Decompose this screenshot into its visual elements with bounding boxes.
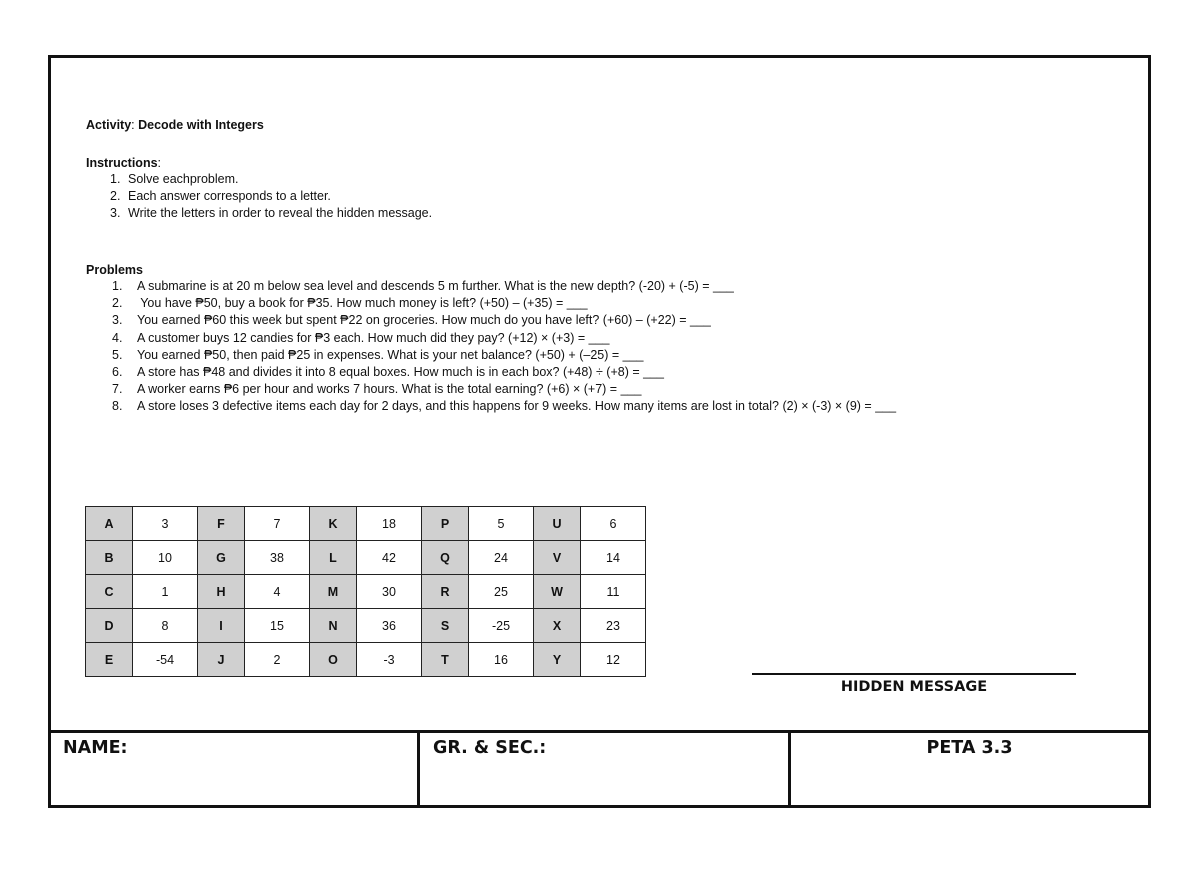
problem-number: 3. (112, 313, 123, 328)
problem-text: A store loses 3 defective items each day for 2 days, and this happens for 9 weeks. How many items are lost in total? (2) × (-3) × (9) = ___ (137, 399, 897, 414)
key-letter-cell: Y (534, 643, 581, 677)
grade-section-field[interactable] (420, 733, 791, 805)
key-value-cell: 7 (245, 507, 310, 541)
key-letter-cell: K (310, 507, 357, 541)
problem-text: A store has ₱48 and divides it into 8 equal boxes. How much is in each box? (+48) ÷ (+8) = ___ (137, 364, 664, 379)
key-letter-cell: W (534, 575, 581, 609)
hidden-message-answer-line[interactable] (752, 673, 1076, 675)
key-value-cell: 3 (133, 507, 198, 541)
key-row (86, 575, 646, 609)
key-value-cell: 42 (357, 541, 422, 575)
problem-number: 7. (112, 382, 123, 397)
key-value-cell: 2 (245, 643, 310, 677)
problem-text: You earned ₱50, then paid ₱25 in expenses. What is your net balance? (+50) + (–25) = ___ (137, 347, 644, 362)
key-letter-cell: D (86, 609, 133, 643)
problem-number: 8. (112, 399, 123, 414)
key-letter-cell: H (198, 575, 245, 609)
key-letter-cell: E (86, 643, 133, 677)
problem-text: You have ₱50, buy a book for ₱35. How much money is left? (+50) – (+35) = ___ (137, 296, 588, 311)
problem-text: A customer buys 12 candies for ₱3 each. How much did they pay? (+12) × (+3) = ___ (137, 330, 610, 345)
activity-code: PETA 3.3 (926, 738, 1013, 758)
problem-item (112, 398, 1128, 415)
key-letter-cell: V (534, 541, 581, 575)
instruction-text: Each answer corresponds to a letter. (128, 189, 331, 203)
activity-title (86, 118, 1128, 133)
key-letter-cell: O (310, 643, 357, 677)
key-letter-cell: I (198, 609, 245, 643)
instruction-number: 3. (110, 206, 121, 220)
name-label: NAME: (63, 738, 128, 758)
key-letter-cell: R (422, 575, 469, 609)
key-letter-cell: X (534, 609, 581, 643)
key-value-cell: 36 (357, 609, 422, 643)
key-letter-cell: Q (422, 541, 469, 575)
instruction-item (110, 188, 1128, 205)
key-letter-cell: B (86, 541, 133, 575)
problem-item (112, 364, 1128, 381)
activity-code-cell (791, 733, 1148, 805)
key-value-cell: 15 (245, 609, 310, 643)
key-value-cell: 12 (581, 643, 646, 677)
problem-text: A submarine is at 20 m below sea level and descends 5 m further. What is the new depth? (-20) + (-5) = ___ (137, 279, 734, 293)
problem-text: You earned ₱60 this week but spent ₱22 on groceries. How much do you have left? (+60) – (+22) = ___ (137, 313, 711, 328)
key-letter-cell: J (198, 643, 245, 677)
problems-list (112, 278, 1128, 416)
key-letter-cell: G (198, 541, 245, 575)
key-value-cell: 38 (245, 541, 310, 575)
grade-section-label: GR. & SEC.: (433, 738, 547, 758)
problem-number: 2. (112, 296, 123, 311)
instruction-number: 2. (110, 189, 121, 203)
key-letter-cell: L (310, 541, 357, 575)
key-letter-cell: S (422, 609, 469, 643)
footer-row (51, 730, 1148, 805)
key-value-cell: 24 (469, 541, 534, 575)
letter-value-key-table (85, 506, 646, 677)
key-value-cell: 23 (581, 609, 646, 643)
instruction-item (110, 171, 1128, 188)
worksheet (48, 55, 1151, 808)
key-value-cell: 5 (469, 507, 534, 541)
key-letter-cell: M (310, 575, 357, 609)
problem-number: 1. (112, 279, 123, 293)
activity-separator: : (131, 118, 139, 132)
key-letter-cell: F (198, 507, 245, 541)
key-value-cell: -3 (357, 643, 422, 677)
instruction-text: Solve eachproblem. (128, 172, 239, 186)
activity-label: Activity (86, 118, 132, 132)
problem-item (112, 312, 1128, 329)
problem-number: 4. (112, 330, 123, 345)
instructions-list (110, 171, 1128, 222)
problem-item (112, 330, 1128, 347)
problem-item (112, 295, 1128, 312)
key-letter-cell: A (86, 507, 133, 541)
instructions-heading-colon: : (157, 156, 162, 170)
key-value-cell: 16 (469, 643, 534, 677)
problem-item (112, 347, 1128, 364)
instructions-heading-text: Instructions (86, 156, 158, 170)
problem-item (112, 381, 1128, 398)
key-letter-cell: T (422, 643, 469, 677)
key-value-cell: -54 (133, 643, 198, 677)
worksheet-content (86, 118, 1128, 416)
hidden-message-label: HIDDEN MESSAGE (840, 679, 988, 695)
key-row (86, 609, 646, 643)
key-letter-cell: C (86, 575, 133, 609)
key-letter-cell: P (422, 507, 469, 541)
key-row (86, 643, 646, 677)
key-value-cell: -25 (469, 609, 534, 643)
key-row (86, 541, 646, 575)
activity-name: Decode with Integers (138, 118, 264, 132)
instruction-item (110, 205, 1128, 222)
key-row (86, 507, 646, 541)
key-value-cell: 14 (581, 541, 646, 575)
key-letter-cell: N (310, 609, 357, 643)
instructions-heading (86, 156, 1128, 171)
key-value-cell: 18 (357, 507, 422, 541)
key-value-cell: 1 (133, 575, 198, 609)
instruction-number: 1. (110, 172, 121, 186)
key-value-cell: 4 (245, 575, 310, 609)
key-value-cell: 30 (357, 575, 422, 609)
key-value-cell: 25 (469, 575, 534, 609)
name-field[interactable] (51, 733, 420, 805)
problem-number: 5. (112, 347, 123, 362)
key-letter-cell: U (534, 507, 581, 541)
key-value-cell: 11 (581, 575, 646, 609)
key-value-cell: 10 (133, 541, 198, 575)
problems-heading: Problems (86, 263, 143, 277)
problem-number: 6. (112, 364, 123, 379)
instruction-text: Write the letters in order to reveal the hidden message. (128, 206, 433, 220)
problem-text: A worker earns ₱6 per hour and works 7 hours. What is the total earning? (+6) × (+7) = ___ (137, 382, 642, 397)
problem-item (112, 278, 1128, 295)
key-value-cell: 8 (133, 609, 198, 643)
key-value-cell: 6 (581, 507, 646, 541)
